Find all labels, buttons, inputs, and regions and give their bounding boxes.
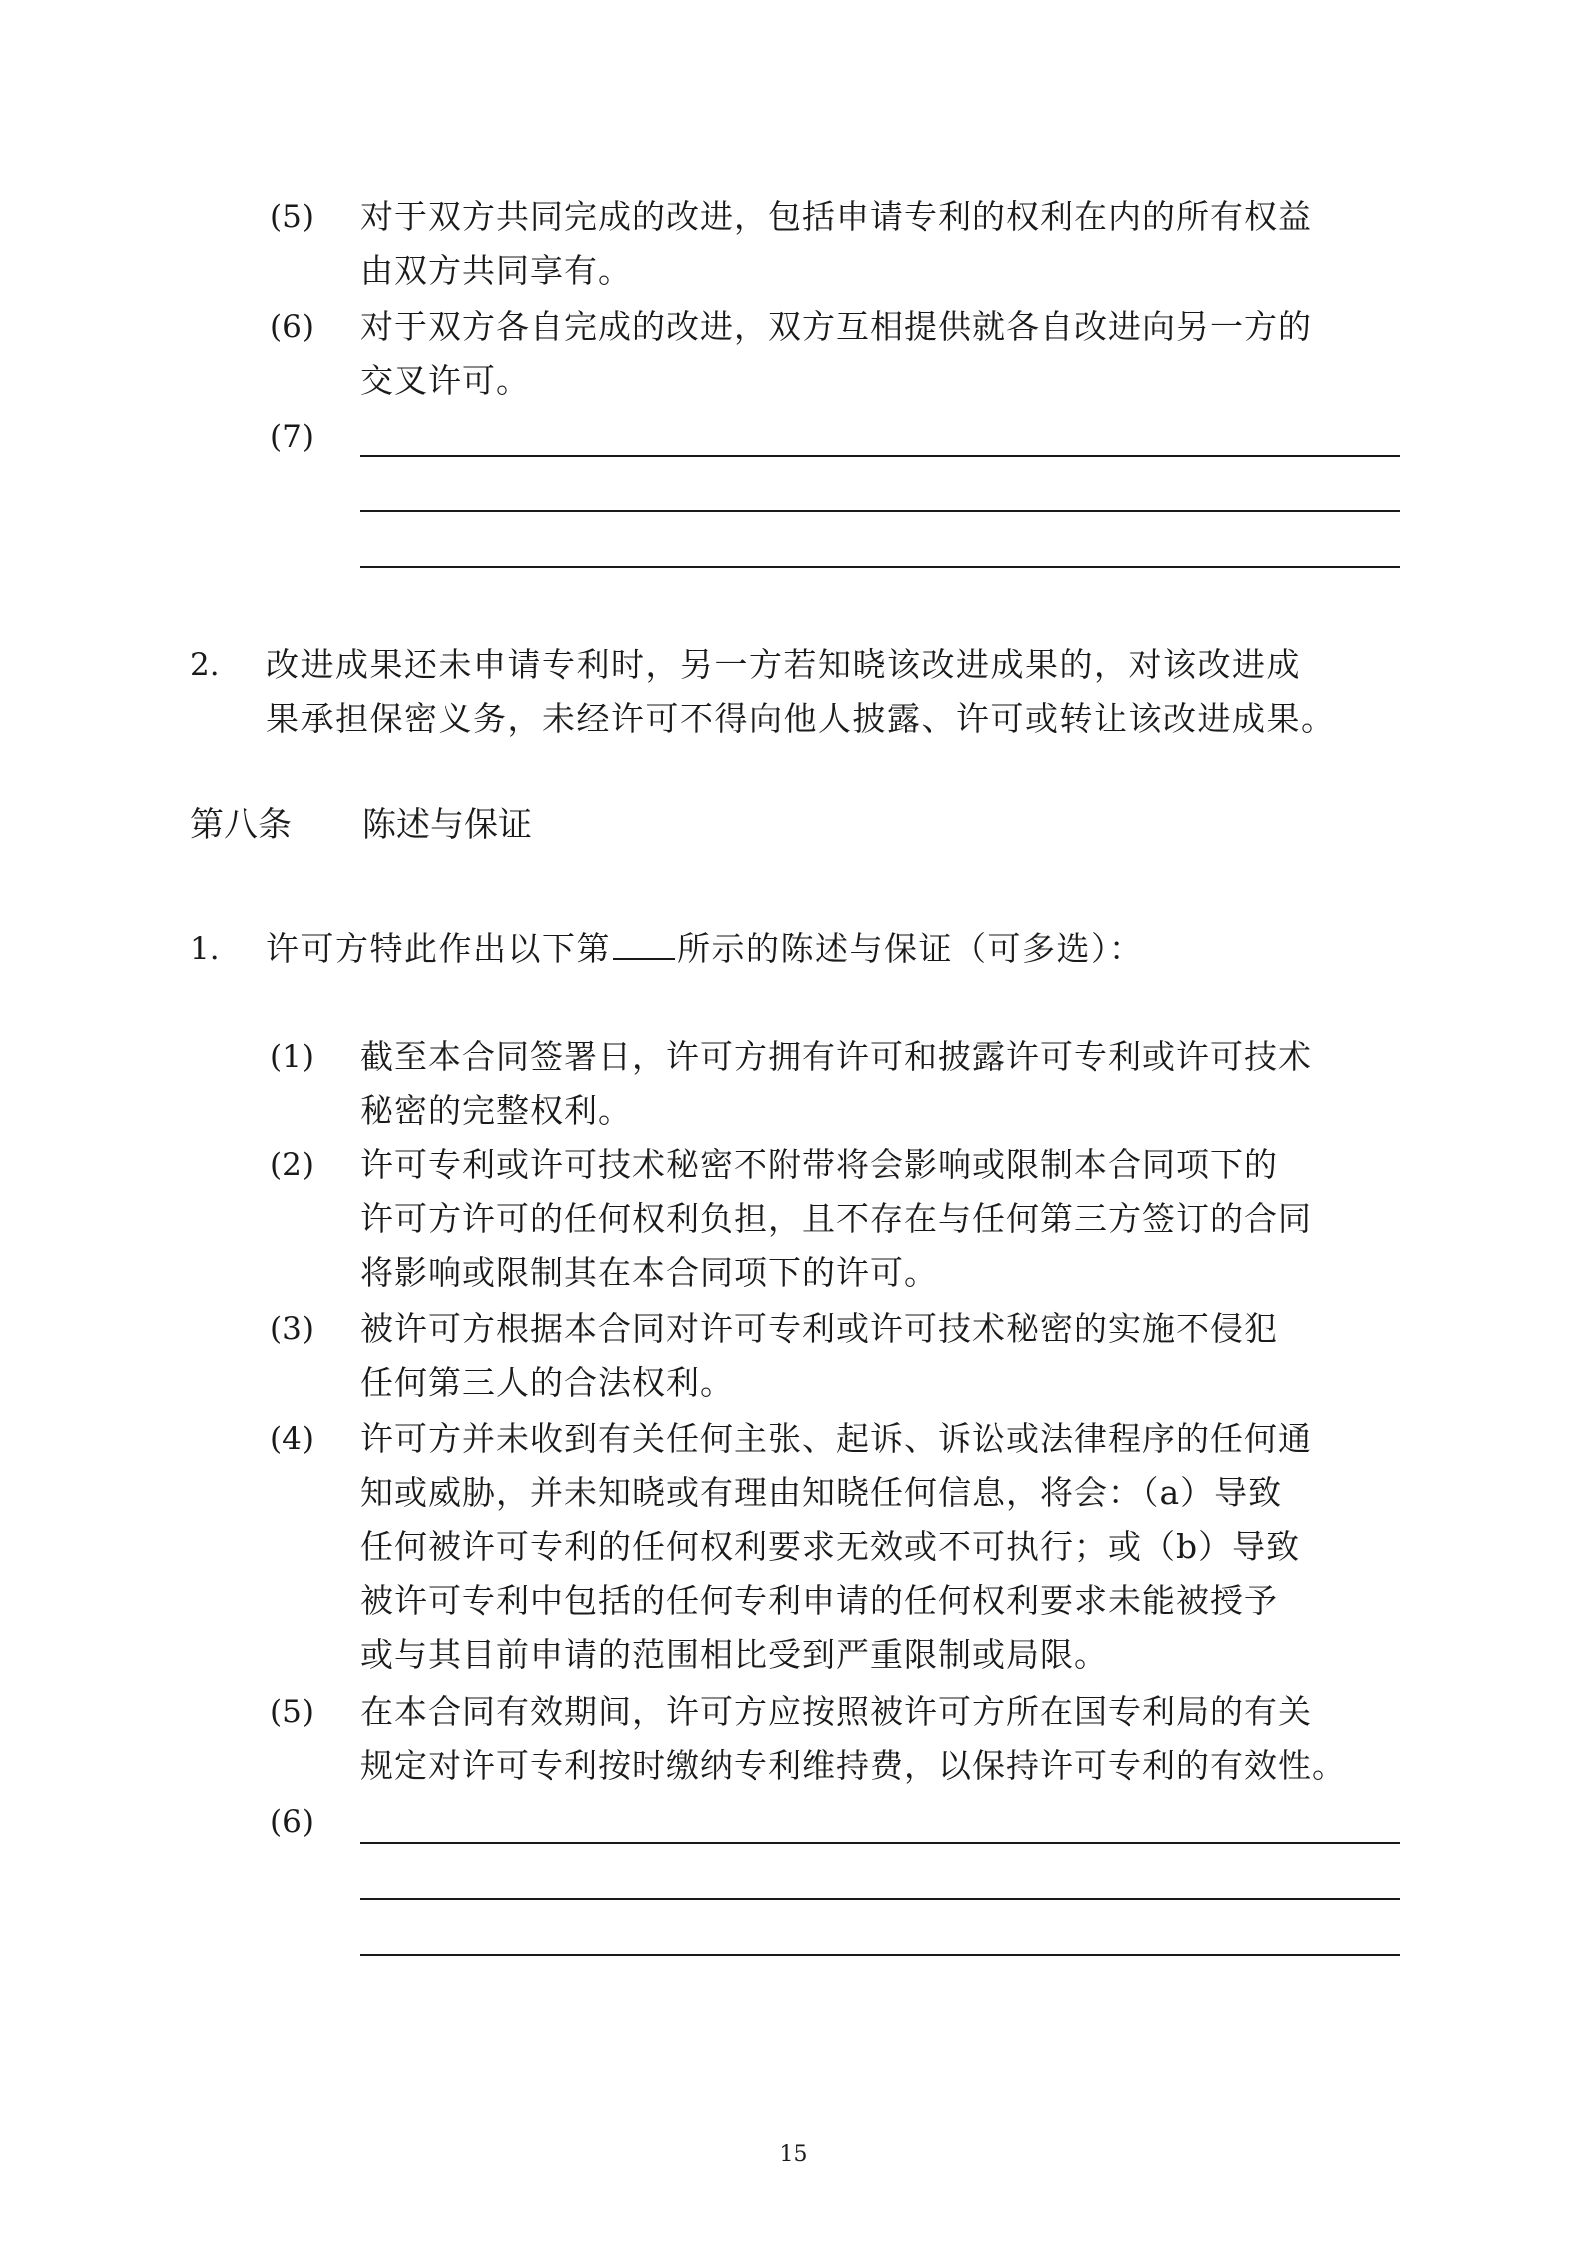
- item-number: (5): [270, 199, 314, 235]
- item-number: (2): [270, 1147, 314, 1183]
- clause-number: 1.: [190, 931, 220, 967]
- text-line: 截至本合同签署日，许可方拥有许可和披露许可专利或许可技术: [360, 1037, 1312, 1076]
- text-line: 对于双方共同完成的改进，包括申请专利的权利在内的所有权益: [360, 197, 1312, 236]
- item-number: (4): [270, 1421, 314, 1457]
- item-text: [360, 1030, 1420, 1138]
- clause-number: 2.: [190, 647, 220, 683]
- item-number: (6): [270, 309, 314, 345]
- article-title: 陈述与保证: [362, 805, 532, 845]
- selection-blank[interactable]: [613, 928, 675, 960]
- fill-in-line[interactable]: [360, 566, 1400, 568]
- item-number: (3): [270, 1311, 314, 1347]
- text-line: 任何被许可专利的任何权利要求无效或不可执行；或（b）导致: [360, 1527, 1301, 1566]
- text-line: 对于双方各自完成的改进，双方互相提供就各自改进向另一方的: [360, 307, 1312, 346]
- fill-in-line[interactable]: [360, 1954, 1400, 1956]
- text-before-blank: 许可方特此作出以下第: [266, 929, 611, 968]
- item-text: [360, 1138, 1420, 1300]
- item-number: (5): [270, 1694, 314, 1730]
- item-number: (7): [270, 419, 314, 455]
- item-number: (6): [270, 1804, 314, 1840]
- article-label: 第八条: [190, 805, 292, 845]
- text-line: 任何第三人的合法权利。: [360, 1363, 734, 1402]
- text-line: 秘密的完整权利。: [360, 1091, 632, 1130]
- page-number: 15: [779, 2142, 808, 2167]
- text-line: 许可专利或许可技术秘密不附带将会影响或限制本合同项下的: [360, 1145, 1278, 1184]
- text-line: 被许可专利中包括的任何专利申请的任何权利要求未能被授予: [360, 1581, 1278, 1620]
- fill-in-line[interactable]: [360, 455, 1400, 457]
- text-line: 被许可方根据本合同对许可专利或许可技术秘密的实施不侵犯: [360, 1309, 1278, 1348]
- fill-in-line[interactable]: [360, 510, 1400, 512]
- article-heading: [190, 798, 532, 852]
- text-line: 改进成果还未申请专利时，另一方若知晓该改进成果的，对该改进成: [266, 645, 1301, 684]
- item-text: [360, 300, 1420, 408]
- text-line: 将影响或限制其在本合同项下的许可。: [360, 1253, 938, 1292]
- text-after-blank: 所示的陈述与保证（可多选）：: [677, 929, 1144, 968]
- text-line: 在本合同有效期间，许可方应按照被许可方所在国专利局的有关: [360, 1692, 1312, 1731]
- item-text: [360, 1685, 1420, 1793]
- text-line: 由双方共同享有。: [360, 251, 632, 290]
- item-number: (1): [270, 1039, 314, 1075]
- text-line: 许可方许可的任何权利负担，且不存在与任何第三方签订的合同: [360, 1199, 1312, 1238]
- item-text: [360, 190, 1420, 298]
- text-line: 规定对许可专利按时缴纳专利维持费，以保持许可专利的有效性。: [360, 1746, 1346, 1785]
- text-line: 果承担保密义务，未经许可不得向他人披露、许可或转让该改进成果。: [266, 699, 1336, 738]
- fill-in-line[interactable]: [360, 1842, 1400, 1844]
- text-line: 或与其目前申请的范围相比受到严重限制或局限。: [360, 1635, 1108, 1674]
- fill-in-line[interactable]: [360, 1898, 1400, 1900]
- text-line: 许可方并未收到有关任何主张、起诉、诉讼或法律程序的任何通: [360, 1419, 1312, 1458]
- clause-text: [266, 638, 1426, 746]
- text-line: 交叉许可。: [360, 361, 530, 400]
- item-text: [360, 1412, 1420, 1682]
- item-text: [360, 1302, 1420, 1410]
- text-line: 知或威胁，并未知晓或有理由知晓任何信息，将会：（a）导致: [360, 1473, 1283, 1512]
- clause-text: [266, 922, 1426, 976]
